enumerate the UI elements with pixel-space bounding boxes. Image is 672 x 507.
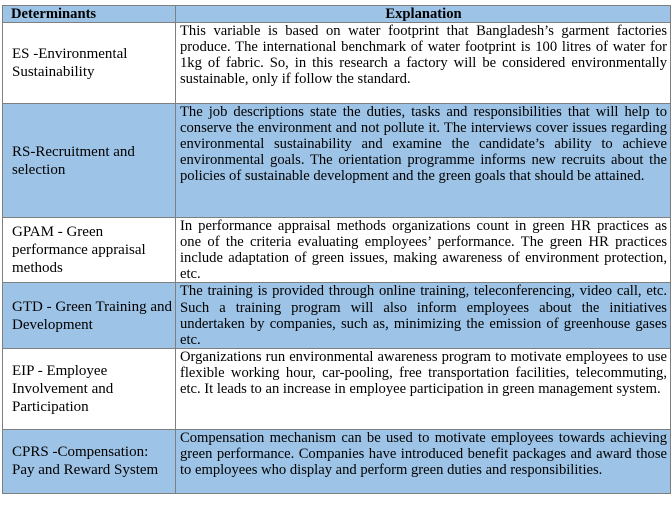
table-row bbox=[3, 283, 671, 348]
table-row bbox=[3, 104, 671, 218]
table-header-row bbox=[3, 6, 671, 23]
explanation-cell: Organizations run environmental awareness program to motivate employees to use flexible working hour, car-pooling, free transportation facilities, telecommuting, etc. It leads to an increase in employee participation in green management system. bbox=[176, 348, 671, 429]
table-row bbox=[3, 348, 671, 429]
table-row bbox=[3, 218, 671, 283]
determinant-cell: CPRS -Compensation: Pay and Reward System bbox=[3, 429, 176, 493]
determinant-cell: GPAM - Green performance appraisal methods bbox=[3, 218, 176, 283]
header-determinants: Determinants bbox=[3, 6, 176, 23]
determinants-table bbox=[2, 5, 671, 494]
determinant-cell: RS-Recruitment and selection bbox=[3, 104, 176, 218]
header-explanation: Explanation bbox=[176, 6, 671, 23]
determinant-cell: ES -Environmental Sustainability bbox=[3, 23, 176, 104]
explanation-cell: The training is provided through online training, teleconferencing, video call, etc. Such a training program will also inform employees about the initiatives undertaken by companies, such as, minimizing the emission of greenhouse gases etc. bbox=[176, 283, 671, 348]
explanation-cell: This variable is based on water footprint that Bangladesh’s garment factories produce. The international benchmark of water footprint is 100 litres of water for 1kg of fabric. So, in this research a factory will be considered environmentally sustainable, only if follow the standard. bbox=[176, 23, 671, 104]
explanation-cell: Compensation mechanism can be used to motivate employees towards achieving green performance. Companies have introduced benefit packages and award those to employees who display and perform green duties and responsibilities. bbox=[176, 429, 671, 493]
explanation-cell: In performance appraisal methods organizations count in green HR practices as one of the criteria evaluating employees’ performance. The green HR practices include adaptation of green issues, making awareness of environment protection, etc. bbox=[176, 218, 671, 283]
explanation-cell: The job descriptions state the duties, tasks and responsibilities that will help to conserve the environment and not pollute it. The interviews cover issues regarding environmental sustainability and examine the candidate’s ability to achieve environmental goals. The orientation programme informs new recruits about the policies of sustainable development and the green goals that should be attained. bbox=[176, 104, 671, 218]
table-row bbox=[3, 429, 671, 493]
determinant-cell: EIP - Employee Involvement and Participation bbox=[3, 348, 176, 429]
table-row bbox=[3, 23, 671, 104]
determinant-cell: GTD - Green Training and Development bbox=[3, 283, 176, 348]
